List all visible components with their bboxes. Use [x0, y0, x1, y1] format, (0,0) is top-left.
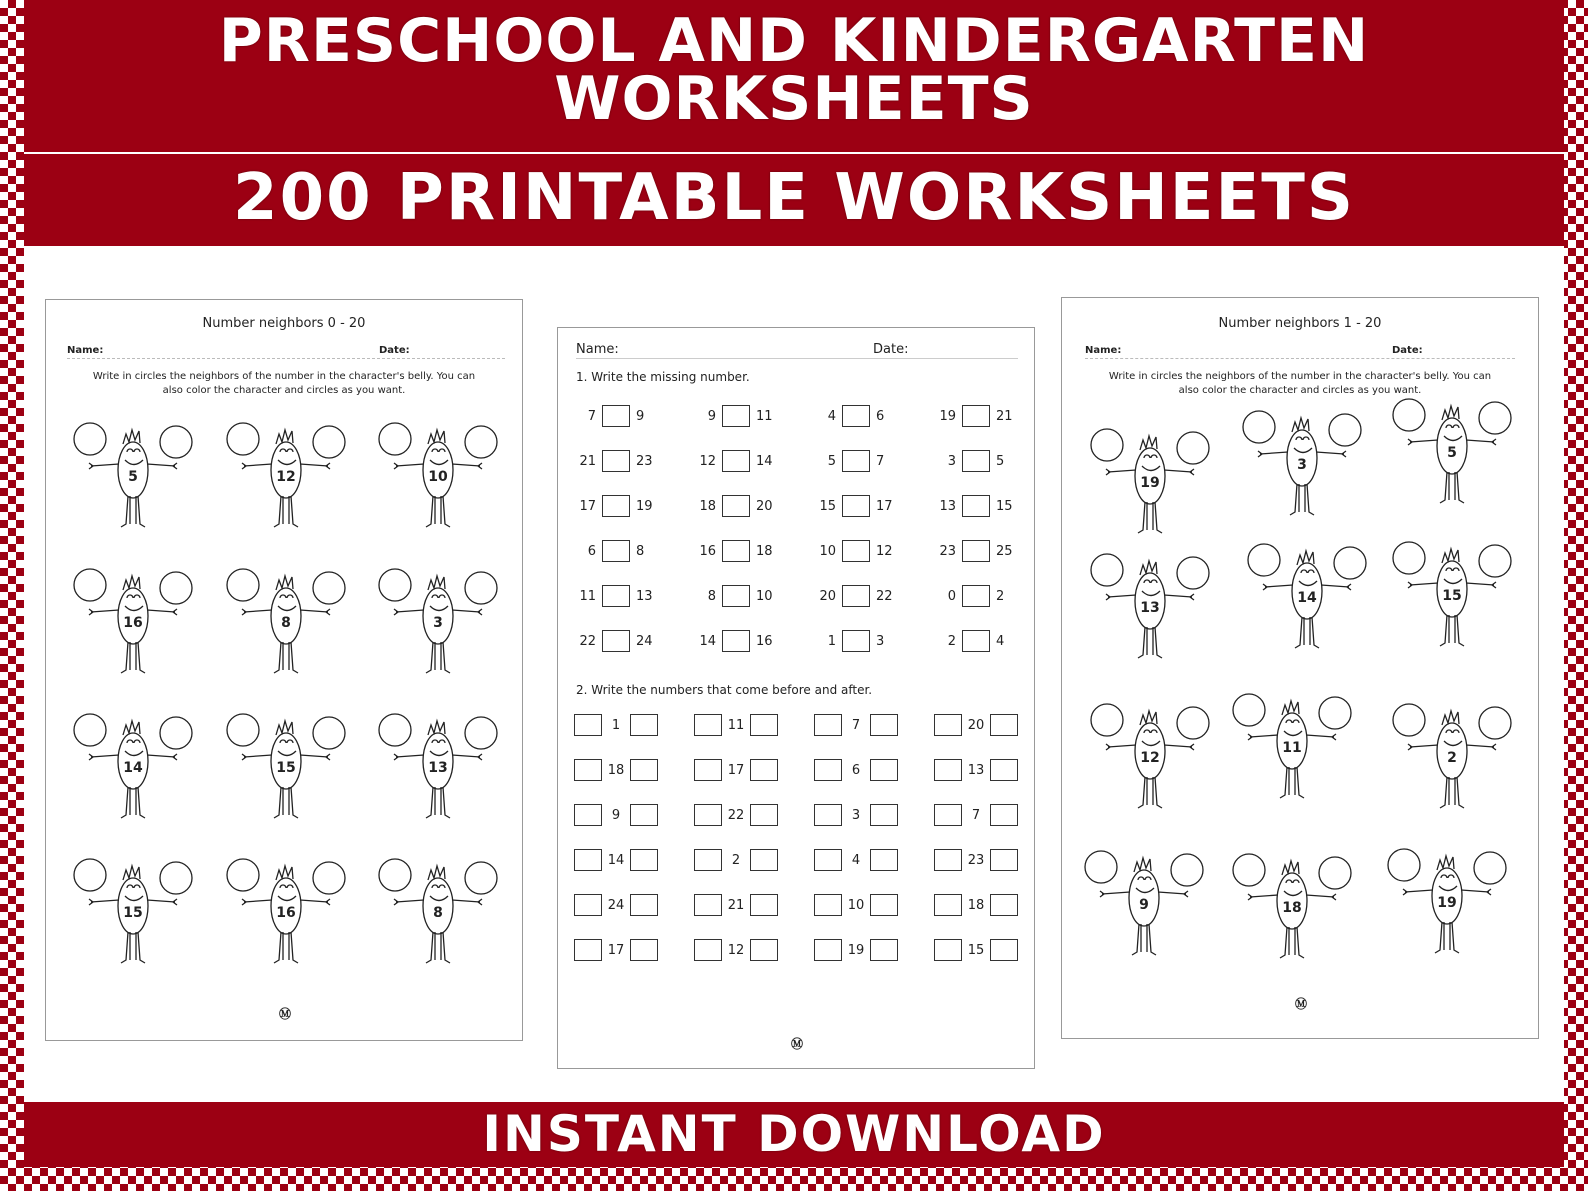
- left-number: 17: [579, 498, 596, 514]
- middle-number: 14: [607, 852, 625, 868]
- character-figure: [226, 858, 346, 968]
- belly-number: 15: [1442, 588, 1462, 604]
- before-after-item: [692, 804, 780, 826]
- middle-number: 12: [727, 942, 745, 958]
- answer-box[interactable]: [574, 714, 602, 736]
- left-number: 4: [827, 408, 836, 424]
- answer-box[interactable]: [694, 714, 722, 736]
- answer-box[interactable]: [962, 495, 990, 517]
- missing-number-item: [696, 630, 776, 652]
- answer-box[interactable]: [990, 849, 1018, 871]
- missing-number-item: [696, 585, 776, 607]
- subtitle-banner: 200 PRINTABLE WORKSHEETS: [24, 154, 1564, 246]
- before-after-item: [572, 849, 660, 871]
- answer-box[interactable]: [962, 540, 990, 562]
- right-number: 6: [876, 408, 885, 424]
- section-1-heading: 1. Write the missing number.: [576, 370, 750, 384]
- character-figure: [378, 858, 498, 968]
- left-number: 20: [819, 588, 836, 604]
- left-number: 3: [947, 453, 956, 469]
- missing-number-item: [816, 540, 896, 562]
- answer-box[interactable]: [990, 759, 1018, 781]
- character-figure: [1090, 703, 1210, 813]
- middle-number: 10: [847, 897, 865, 913]
- middle-number: 18: [607, 762, 625, 778]
- answer-box[interactable]: [814, 939, 842, 961]
- belly-number: 19: [1437, 895, 1457, 911]
- answer-box[interactable]: [990, 804, 1018, 826]
- before-after-item: [932, 804, 1020, 826]
- missing-number-item: [936, 495, 1016, 517]
- character-figure: [73, 858, 193, 968]
- middle-number: 13: [967, 762, 985, 778]
- character-figure: [1387, 848, 1507, 958]
- middle-number: 22: [727, 807, 745, 823]
- left-number: 11: [579, 588, 596, 604]
- answer-box[interactable]: [934, 804, 962, 826]
- before-after-item: [812, 804, 900, 826]
- answer-box[interactable]: [602, 450, 630, 472]
- left-number: 21: [579, 453, 596, 469]
- answer-box[interactable]: [630, 939, 658, 961]
- belly-number: 5: [1447, 445, 1457, 461]
- missing-number-item: [816, 495, 896, 517]
- answer-box[interactable]: [990, 894, 1018, 916]
- character-figure: [1232, 853, 1352, 963]
- answer-box[interactable]: [870, 894, 898, 916]
- before-after-item: [572, 759, 660, 781]
- missing-number-item: [816, 585, 896, 607]
- belly-number: 8: [433, 905, 443, 921]
- instruction-2: also color the character and circles as you want.: [162, 385, 406, 396]
- right-number: 18: [756, 543, 773, 559]
- middle-number: 19: [847, 942, 865, 958]
- character-figure: [1090, 553, 1210, 663]
- footer-banner: INSTANT DOWNLOAD: [24, 1102, 1564, 1167]
- instruction-2: also color the character and circles as you want.: [1178, 385, 1422, 396]
- middle-number: 18: [967, 897, 985, 913]
- answer-box[interactable]: [962, 630, 990, 652]
- character-figure: [1247, 543, 1367, 653]
- middle-number: 15: [967, 942, 985, 958]
- right-number: 25: [996, 543, 1013, 559]
- character-figure: [378, 713, 498, 823]
- before-after-item: [692, 894, 780, 916]
- belly-number: 18: [1282, 900, 1302, 916]
- answer-box[interactable]: [630, 849, 658, 871]
- brand-logo-icon: Ⓜ: [1294, 997, 1307, 1011]
- left-number: 18: [699, 498, 716, 514]
- worksheet-right: [1061, 297, 1539, 1039]
- right-number: 13: [636, 588, 653, 604]
- character-figure: [378, 568, 498, 678]
- left-number: 12: [699, 453, 716, 469]
- name-label: Name:: [1085, 345, 1122, 356]
- before-after-item: [812, 894, 900, 916]
- worksheet-title: Number neighbors 1 - 20: [1218, 316, 1382, 331]
- missing-number-item: [576, 585, 656, 607]
- left-number: 22: [579, 633, 596, 649]
- title-line-1: PRESCHOOL AND KINDERGARTEN: [218, 6, 1370, 76]
- date-label: Date:: [1392, 345, 1423, 356]
- missing-number-item: [576, 540, 656, 562]
- answer-box[interactable]: [694, 939, 722, 961]
- right-number: 24: [636, 633, 653, 649]
- answer-box[interactable]: [842, 405, 870, 427]
- name-line: [576, 358, 1018, 359]
- missing-number-item: [936, 405, 1016, 427]
- middle-number: 24: [607, 897, 625, 913]
- answer-box[interactable]: [602, 495, 630, 517]
- answer-box[interactable]: [750, 849, 778, 871]
- answer-box[interactable]: [842, 630, 870, 652]
- character-figure: [378, 422, 498, 532]
- left-number: 1: [827, 633, 836, 649]
- right-number: 9: [636, 408, 645, 424]
- middle-number: 17: [607, 942, 625, 958]
- belly-number: 8: [281, 615, 291, 631]
- brand-logo-icon: Ⓜ: [790, 1037, 803, 1051]
- answer-box[interactable]: [870, 804, 898, 826]
- answer-box[interactable]: [870, 849, 898, 871]
- right-number: 21: [996, 408, 1013, 424]
- answer-box[interactable]: [814, 759, 842, 781]
- answer-box[interactable]: [630, 804, 658, 826]
- right-number: 23: [636, 453, 653, 469]
- missing-number-item: [576, 450, 656, 472]
- before-after-item: [572, 714, 660, 736]
- belly-number: 9: [1139, 897, 1149, 913]
- before-after-item: [572, 894, 660, 916]
- answer-box[interactable]: [934, 939, 962, 961]
- left-number: 23: [939, 543, 956, 559]
- middle-number: 1: [611, 717, 621, 733]
- left-number: 10: [819, 543, 836, 559]
- missing-number-item: [576, 405, 656, 427]
- title-banner: [24, 0, 1564, 152]
- before-after-item: [932, 849, 1020, 871]
- middle-number: 6: [851, 762, 861, 778]
- right-number: 14: [756, 453, 773, 469]
- middle-number: 21: [727, 897, 745, 913]
- before-after-item: [932, 759, 1020, 781]
- answer-box[interactable]: [814, 804, 842, 826]
- right-number: 10: [756, 588, 773, 604]
- left-number: 13: [939, 498, 956, 514]
- answer-box[interactable]: [574, 849, 602, 871]
- right-number: 15: [996, 498, 1013, 514]
- missing-number-item: [576, 495, 656, 517]
- left-number: 19: [939, 408, 956, 424]
- right-number: 2: [996, 588, 1005, 604]
- left-number: 7: [587, 408, 596, 424]
- answer-box[interactable]: [574, 759, 602, 781]
- answer-box[interactable]: [574, 894, 602, 916]
- right-number: 22: [876, 588, 893, 604]
- answer-box[interactable]: [750, 759, 778, 781]
- right-number: 12: [876, 543, 893, 559]
- answer-box[interactable]: [750, 939, 778, 961]
- belly-number: 10: [428, 469, 448, 485]
- before-after-item: [932, 714, 1020, 736]
- date-label: Date:: [873, 342, 909, 357]
- before-after-item: [812, 939, 900, 961]
- missing-number-item: [696, 405, 776, 427]
- right-number: 19: [636, 498, 653, 514]
- answer-box[interactable]: [842, 450, 870, 472]
- before-after-item: [812, 714, 900, 736]
- answer-box[interactable]: [722, 450, 750, 472]
- answer-box[interactable]: [722, 630, 750, 652]
- answer-box[interactable]: [750, 894, 778, 916]
- right-number: 11: [756, 408, 773, 424]
- before-after-item: [572, 939, 660, 961]
- left-number: 9: [707, 408, 716, 424]
- missing-number-item: [936, 585, 1016, 607]
- missing-number-item: [936, 630, 1016, 652]
- character-figure: [1084, 850, 1204, 960]
- answer-box[interactable]: [934, 894, 962, 916]
- right-number: 20: [756, 498, 773, 514]
- missing-number-item: [936, 540, 1016, 562]
- answer-box[interactable]: [814, 714, 842, 736]
- right-number: 4: [996, 633, 1005, 649]
- before-after-item: [812, 849, 900, 871]
- belly-number: 2: [1447, 750, 1457, 766]
- character-figure: [1232, 693, 1352, 803]
- right-number: 17: [876, 498, 893, 514]
- character-figure: [1392, 703, 1512, 813]
- name-label: Name:: [576, 342, 619, 357]
- belly-number: 3: [433, 615, 443, 631]
- answer-box[interactable]: [602, 540, 630, 562]
- missing-number-item: [576, 630, 656, 652]
- missing-number-item: [816, 450, 896, 472]
- belly-number: 19: [1140, 475, 1160, 491]
- belly-number: 3: [1297, 457, 1307, 473]
- left-number: 14: [699, 633, 716, 649]
- date-label: Date:: [379, 345, 410, 356]
- answer-box[interactable]: [694, 759, 722, 781]
- answer-box[interactable]: [750, 804, 778, 826]
- character-figure: [73, 422, 193, 532]
- answer-box[interactable]: [630, 894, 658, 916]
- answer-box[interactable]: [870, 759, 898, 781]
- answer-box[interactable]: [962, 450, 990, 472]
- answer-box[interactable]: [602, 630, 630, 652]
- instruction-1: Write in circles the neighbors of the number in the character's belly. You can: [1108, 371, 1492, 382]
- worksheet-title: Number neighbors 0 - 20: [202, 316, 366, 331]
- answer-box[interactable]: [842, 495, 870, 517]
- answer-box[interactable]: [990, 714, 1018, 736]
- answer-box[interactable]: [870, 714, 898, 736]
- answer-box[interactable]: [990, 939, 1018, 961]
- character-figure: [1392, 541, 1512, 651]
- belly-number: 13: [1140, 600, 1160, 616]
- middle-number: 23: [967, 852, 985, 868]
- belly-number: 16: [123, 615, 143, 631]
- answer-box[interactable]: [842, 540, 870, 562]
- middle-number: 9: [611, 807, 621, 823]
- right-number: 3: [876, 633, 885, 649]
- instruction-1: Write in circles the neighbors of the number in the character's belly. You can: [92, 371, 476, 382]
- character-figure: [73, 713, 193, 823]
- before-after-item: [932, 894, 1020, 916]
- answer-box[interactable]: [694, 894, 722, 916]
- belly-number: 5: [128, 469, 138, 485]
- answer-box[interactable]: [574, 939, 602, 961]
- before-after-item: [932, 939, 1020, 961]
- left-number: 15: [819, 498, 836, 514]
- belly-number: 15: [276, 760, 296, 776]
- answer-box[interactable]: [722, 540, 750, 562]
- belly-number: 14: [1297, 590, 1317, 606]
- belly-number: 14: [123, 760, 143, 776]
- left-number: 5: [827, 453, 836, 469]
- middle-number: 7: [851, 717, 861, 733]
- answer-box[interactable]: [870, 939, 898, 961]
- left-number: 0: [947, 588, 956, 604]
- answer-box[interactable]: [722, 495, 750, 517]
- before-after-item: [692, 759, 780, 781]
- worksheet-left: [45, 299, 523, 1041]
- before-after-item: [572, 804, 660, 826]
- before-after-item: [692, 849, 780, 871]
- answer-box[interactable]: [694, 849, 722, 871]
- middle-number: 20: [967, 717, 985, 733]
- answer-box[interactable]: [962, 585, 990, 607]
- middle-number: 2: [731, 852, 741, 868]
- missing-number-item: [936, 450, 1016, 472]
- character-figure: [1242, 410, 1362, 520]
- belly-number: 12: [276, 469, 296, 485]
- answer-box[interactable]: [722, 585, 750, 607]
- answer-box[interactable]: [630, 714, 658, 736]
- middle-number: 4: [851, 852, 861, 868]
- answer-box[interactable]: [934, 759, 962, 781]
- worksheet-middle: [557, 327, 1035, 1069]
- character-figure: [73, 568, 193, 678]
- belly-number: 12: [1140, 750, 1160, 766]
- answer-box[interactable]: [694, 804, 722, 826]
- right-number: 7: [876, 453, 885, 469]
- answer-box[interactable]: [574, 804, 602, 826]
- belly-number: 11: [1282, 740, 1302, 756]
- name-line: [1085, 358, 1515, 359]
- belly-number: 15: [123, 905, 143, 921]
- missing-number-item: [816, 405, 896, 427]
- character-figure: [1090, 428, 1210, 538]
- title-line-2: WORKSHEETS: [554, 64, 1034, 134]
- answer-box[interactable]: [630, 759, 658, 781]
- answer-box[interactable]: [934, 849, 962, 871]
- answer-box[interactable]: [814, 849, 842, 871]
- before-after-item: [692, 939, 780, 961]
- brand-logo-icon: Ⓜ: [278, 1007, 291, 1021]
- answer-box[interactable]: [722, 405, 750, 427]
- answer-box[interactable]: [962, 405, 990, 427]
- right-number: 8: [636, 543, 645, 559]
- left-number: 2: [947, 633, 956, 649]
- answer-box[interactable]: [750, 714, 778, 736]
- missing-number-item: [696, 495, 776, 517]
- missing-number-item: [696, 450, 776, 472]
- missing-number-item: [816, 630, 896, 652]
- right-number: 5: [996, 453, 1005, 469]
- character-figure: [226, 568, 346, 678]
- left-number: 16: [699, 543, 716, 559]
- name-label: Name:: [67, 345, 104, 356]
- missing-number-item: [696, 540, 776, 562]
- belly-number: 13: [428, 760, 448, 776]
- answer-box[interactable]: [602, 585, 630, 607]
- answer-box[interactable]: [842, 585, 870, 607]
- character-figure: [226, 713, 346, 823]
- answer-box[interactable]: [814, 894, 842, 916]
- answer-box[interactable]: [934, 714, 962, 736]
- middle-number: 11: [727, 717, 745, 733]
- middle-number: 17: [727, 762, 745, 778]
- belly-number: 16: [276, 905, 296, 921]
- character-figure: [1392, 398, 1512, 508]
- name-line: [67, 358, 505, 359]
- middle-number: 7: [971, 807, 981, 823]
- section-2-heading: 2. Write the numbers that come before and after.: [576, 683, 873, 697]
- right-number: 16: [756, 633, 773, 649]
- left-number: 8: [707, 588, 716, 604]
- before-after-item: [692, 714, 780, 736]
- answer-box[interactable]: [602, 405, 630, 427]
- middle-number: 3: [851, 807, 861, 823]
- before-after-item: [812, 759, 900, 781]
- left-number: 6: [587, 543, 596, 559]
- character-figure: [226, 422, 346, 532]
